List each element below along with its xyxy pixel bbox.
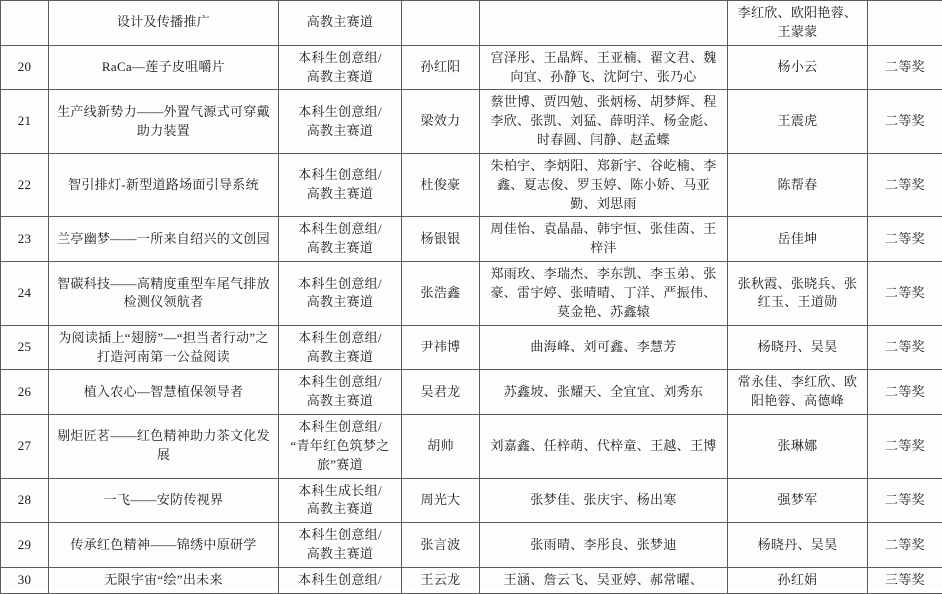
project-name: 兰亭幽梦——一所来自绍兴的文创园 — [49, 217, 279, 262]
table-row — [1, 325, 942, 370]
prize-level: 三等奖 — [868, 567, 942, 593]
table-row — [1, 370, 942, 415]
row-number: 25 — [1, 325, 49, 370]
table-row — [1, 45, 942, 90]
project-name: 剔炬匠茗——红色精神助力茶文化发展 — [49, 415, 279, 479]
project-track: 本科生创意组/ — [279, 567, 402, 593]
team-members: 曲海峰、刘可鑫、李慧芳 — [480, 325, 728, 370]
project-name: 生产线新势力——外置气源式可穿戴助力装置 — [49, 90, 279, 154]
row-number: 28 — [1, 478, 49, 523]
prize-level: 二等奖 — [868, 262, 942, 326]
table-row — [1, 523, 942, 568]
project-track: 本科生创意组/ 高教主赛道 — [279, 523, 402, 568]
project-track: 本科生创意组/ 高教主赛道 — [279, 217, 402, 262]
team-members: 蔡世博、贾四勉、张炳杨、胡梦辉、程李欣、张凯、刘猛、薛明洋、杨金彪、时春圆、闫静、赵孟蝶 — [480, 90, 728, 154]
project-track: 本科生创意组/ 高教主赛道 — [279, 153, 402, 217]
team-members: 苏鑫坡、张耀天、全宜宜、刘秀东 — [480, 370, 728, 415]
row-number: 20 — [1, 45, 49, 90]
table-row — [1, 1, 942, 46]
project-name: 传承红色精神——锦绣中原研学 — [49, 523, 279, 568]
project-leader: 尹祎博 — [402, 325, 480, 370]
team-members: 周佳怡、袁晶晶、韩宇恒、张佳茵、王梓沣 — [480, 217, 728, 262]
team-members — [480, 1, 728, 46]
project-leader: 周光大 — [402, 478, 480, 523]
prize-level — [868, 1, 942, 46]
advisors: 孙红娟 — [728, 567, 868, 593]
table-row — [1, 90, 942, 154]
project-leader — [402, 1, 480, 46]
team-members: 王涵、詹云飞、吴亚婷、郝常曜、 — [480, 567, 728, 593]
row-number: 29 — [1, 523, 49, 568]
advisors: 岳佳坤 — [728, 217, 868, 262]
row-number: 23 — [1, 217, 49, 262]
project-name: RaCa—莲子皮咀嚼片 — [49, 45, 279, 90]
project-leader: 张浩鑫 — [402, 262, 480, 326]
team-members: 张梦佳、张庆宇、杨出寒 — [480, 478, 728, 523]
prize-level: 二等奖 — [868, 90, 942, 154]
project-leader: 吴君龙 — [402, 370, 480, 415]
row-number — [1, 1, 49, 46]
project-name: 设计及传播推广 — [49, 1, 279, 46]
project-name: 智碳科技——高精度重型车尾气排放检测仪领航者 — [49, 262, 279, 326]
team-members: 刘嘉鑫、任梓萌、代梓童、王越、王博 — [480, 415, 728, 479]
table-row — [1, 415, 942, 479]
row-number: 30 — [1, 567, 49, 593]
project-track: 本科生创意组/ “青年红色筑梦之旅”赛道 — [279, 415, 402, 479]
advisors: 强梦军 — [728, 478, 868, 523]
row-number: 24 — [1, 262, 49, 326]
table-row — [1, 217, 942, 262]
project-leader: 张言波 — [402, 523, 480, 568]
prize-level: 二等奖 — [868, 415, 942, 479]
project-name: 为阅读插上“翅膀”—“担当者行动”之打造河南第一公益阅读 — [49, 325, 279, 370]
advisors: 杨小云 — [728, 45, 868, 90]
advisors: 张琳娜 — [728, 415, 868, 479]
advisors: 陈帮春 — [728, 153, 868, 217]
advisors: 张秋霞、张晓兵、张红玉、王道勋 — [728, 262, 868, 326]
project-leader: 杜俊豪 — [402, 153, 480, 217]
project-leader: 孙红阳 — [402, 45, 480, 90]
prize-level: 二等奖 — [868, 478, 942, 523]
project-track: 本科生创意组/ 高教主赛道 — [279, 45, 402, 90]
table-row — [1, 567, 942, 593]
project-track: 本科生创意组/ 高教主赛道 — [279, 90, 402, 154]
row-number: 21 — [1, 90, 49, 154]
advisors: 杨晓丹、吴昊 — [728, 523, 868, 568]
table-row — [1, 153, 942, 217]
project-track: 高教主赛道 — [279, 1, 402, 46]
team-members: 宫泽彤、王晶辉、王亚楠、翟文君、魏向宜、孙静飞、沈阿宁、张乃心 — [480, 45, 728, 90]
advisors: 李红欣、欧阳艳蓉、王蒙蒙 — [728, 1, 868, 46]
project-name: 植入农心—智慧植保领导者 — [49, 370, 279, 415]
row-number: 27 — [1, 415, 49, 479]
project-leader: 杨银银 — [402, 217, 480, 262]
prize-level: 二等奖 — [868, 370, 942, 415]
project-track: 本科生创意组/ 高教主赛道 — [279, 325, 402, 370]
prize-level: 二等奖 — [868, 153, 942, 217]
project-leader: 王云龙 — [402, 567, 480, 593]
advisors: 常永佳、李红欣、欧阳艳蓉、高德峰 — [728, 370, 868, 415]
prize-level: 二等奖 — [868, 325, 942, 370]
prize-level: 二等奖 — [868, 45, 942, 90]
row-number: 22 — [1, 153, 49, 217]
project-track: 本科生创意组/ 高教主赛道 — [279, 370, 402, 415]
prize-level: 二等奖 — [868, 523, 942, 568]
project-track: 本科生创意组/ 高教主赛道 — [279, 262, 402, 326]
row-number: 26 — [1, 370, 49, 415]
table-row — [1, 478, 942, 523]
project-track: 本科生成长组/ 高教主赛道 — [279, 478, 402, 523]
table-row — [1, 262, 942, 326]
advisors: 杨晓丹、吴昊 — [728, 325, 868, 370]
team-members: 张雨晴、李彤良、张梦迪 — [480, 523, 728, 568]
project-name: 一飞——安防传视界 — [49, 478, 279, 523]
team-members: 朱柏宇、李炳阳、郑新宇、谷屹楠、李鑫、夏志俊、罗玉婷、陈小娇、马亚勤、刘思雨 — [480, 153, 728, 217]
project-name: 无限宇宙“绘”出未来 — [49, 567, 279, 593]
advisors: 王震虎 — [728, 90, 868, 154]
team-members: 郑雨玫、李瑞杰、李东凯、李玉弟、张豪、雷宇婷、张晴晴、丁洋、严振伟、莫金艳、苏鑫辕 — [480, 262, 728, 326]
project-leader: 梁效力 — [402, 90, 480, 154]
project-name: 智引排灯-新型道路场面引导系统 — [49, 153, 279, 217]
prize-level: 二等奖 — [868, 217, 942, 262]
project-leader: 胡帅 — [402, 415, 480, 479]
award-table-body — [1, 1, 942, 594]
